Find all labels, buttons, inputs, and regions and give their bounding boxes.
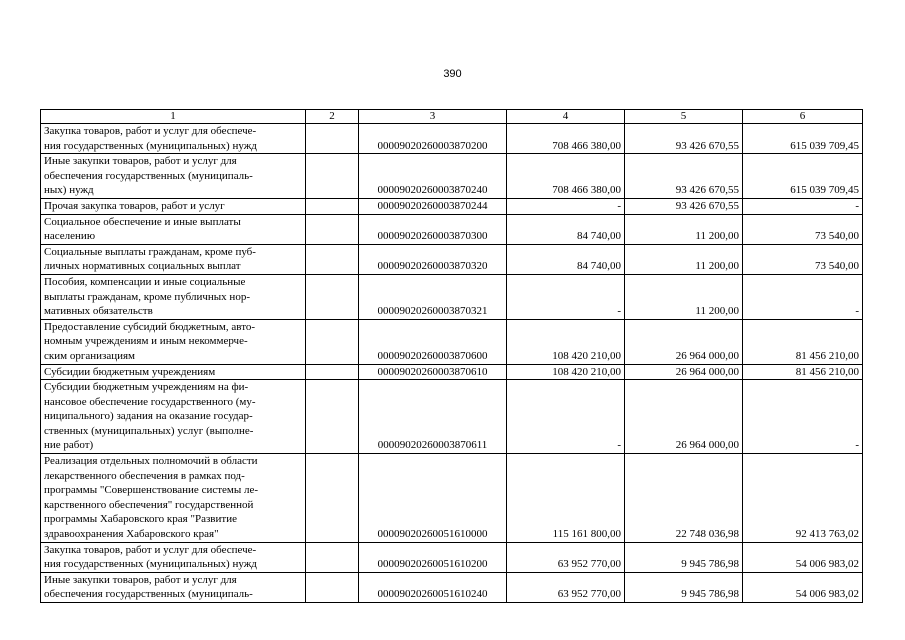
row-value-col5: 26 964 000,00: [625, 319, 743, 364]
row-code-cell: 00009020260051610200: [359, 542, 507, 572]
table-row: [41, 154, 863, 199]
row-value-col6: 81 456 210,00: [743, 364, 863, 380]
row-code-cell: 00009020260003870611: [359, 380, 507, 454]
row-name-cell: Прочая закупка товаров, работ и услуг: [41, 198, 306, 214]
row-empty-cell: [306, 214, 359, 244]
row-name-cell: Реализация отдельных полномочий в области лекарственного обеспечения в рамках под- программы "Совершенствование системы ле- карственного обеспечения" государственной программы Хабаровского края "Развитие здравоохранения Хабаровского края": [41, 454, 306, 543]
row-value-col4: 108 420 210,00: [507, 319, 625, 364]
row-empty-cell: [306, 198, 359, 214]
row-value-col4: 708 466 380,00: [507, 124, 625, 154]
row-empty-cell: [306, 274, 359, 319]
row-value-col6: -: [743, 274, 863, 319]
row-value-col6: 92 413 763,02: [743, 454, 863, 543]
row-value-col4: 63 952 770,00: [507, 542, 625, 572]
row-code-cell: 00009020260051610240: [359, 572, 507, 602]
row-value-col4: 708 466 380,00: [507, 154, 625, 199]
row-value-col6: 615 039 709,45: [743, 124, 863, 154]
column-header-1: 1: [41, 110, 306, 124]
row-name-cell: Иные закупки товаров, работ и услуг для обеспечения государственных (муниципаль- ных) нужд: [41, 154, 306, 199]
page-number: 390: [443, 68, 462, 80]
row-code-cell: 00009020260003870200: [359, 124, 507, 154]
row-value-col6: -: [743, 198, 863, 214]
column-header-5: 5: [625, 110, 743, 124]
row-name-cell: Социальные выплаты гражданам, кроме пуб- личных нормативных социальных выплат: [41, 244, 306, 274]
row-empty-cell: [306, 319, 359, 364]
row-value-col6: 54 006 983,02: [743, 542, 863, 572]
row-value-col5: 93 426 670,55: [625, 124, 743, 154]
row-name-cell: Закупка товаров, работ и услуг для обеспече- ния государственных (муниципальных) нужд: [41, 542, 306, 572]
row-empty-cell: [306, 244, 359, 274]
row-name-cell: Закупка товаров, работ и услуг для обеспече- ния государственных (муниципальных) нужд: [41, 124, 306, 154]
row-empty-cell: [306, 364, 359, 380]
column-header-2: 2: [306, 110, 359, 124]
row-value-col5: 26 964 000,00: [625, 380, 743, 454]
row-value-col6: 73 540,00: [743, 214, 863, 244]
table-row: [41, 454, 863, 543]
row-code-cell: 00009020260003870600: [359, 319, 507, 364]
column-header-4: 4: [507, 110, 625, 124]
row-code-cell: 00009020260003870300: [359, 214, 507, 244]
row-value-col5: 26 964 000,00: [625, 364, 743, 380]
table-row: [41, 380, 863, 454]
row-value-col4: 84 740,00: [507, 244, 625, 274]
row-code-cell: 00009020260003870244: [359, 198, 507, 214]
row-value-col4: -: [507, 198, 625, 214]
row-empty-cell: [306, 454, 359, 543]
row-value-col4: -: [507, 274, 625, 319]
row-value-col5: 11 200,00: [625, 274, 743, 319]
row-empty-cell: [306, 572, 359, 602]
row-value-col4: 63 952 770,00: [507, 572, 625, 602]
row-name-cell: Субсидии бюджетным учреждениям на фи- нансовое обеспечение государственного (му- ниципального) задания на оказание государ- ственных (муниципальных) услуг (выполне- ние работ): [41, 380, 306, 454]
table-row: [41, 214, 863, 244]
row-value-col5: 9 945 786,98: [625, 572, 743, 602]
row-name-cell: Субсидии бюджетным учреждениям: [41, 364, 306, 380]
row-empty-cell: [306, 542, 359, 572]
header-row: [41, 110, 863, 124]
row-value-col4: 108 420 210,00: [507, 364, 625, 380]
table-row: [41, 319, 863, 364]
row-value-col6: 615 039 709,45: [743, 154, 863, 199]
row-value-col6: 81 456 210,00: [743, 319, 863, 364]
table-row: [41, 198, 863, 214]
row-value-col5: 9 945 786,98: [625, 542, 743, 572]
row-value-col5: 22 748 036,98: [625, 454, 743, 543]
row-value-col5: 93 426 670,55: [625, 154, 743, 199]
row-name-cell: Пособия, компенсации и иные социальные выплаты гражданам, кроме публичных нор- мативных обязательств: [41, 274, 306, 319]
table-row: [41, 542, 863, 572]
row-value-col5: 11 200,00: [625, 214, 743, 244]
row-name-cell: Социальное обеспечение и иные выплаты населению: [41, 214, 306, 244]
row-name-cell: Иные закупки товаров, работ и услуг для обеспечения государственных (муниципаль-: [41, 572, 306, 602]
column-header-3: 3: [359, 110, 507, 124]
column-header-6: 6: [743, 110, 863, 124]
budget-table: [40, 109, 863, 603]
row-value-col4: 115 161 800,00: [507, 454, 625, 543]
row-value-col6: 73 540,00: [743, 244, 863, 274]
row-value-col4: 84 740,00: [507, 214, 625, 244]
row-code-cell: 00009020260003870240: [359, 154, 507, 199]
row-code-cell: 00009020260003870610: [359, 364, 507, 380]
table-row: [41, 364, 863, 380]
table-row: [41, 124, 863, 154]
row-value-col6: -: [743, 380, 863, 454]
row-code-cell: 00009020260003870321: [359, 274, 507, 319]
table-row: [41, 274, 863, 319]
table-row: [41, 244, 863, 274]
row-value-col6: 54 006 983,02: [743, 572, 863, 602]
row-code-cell: 00009020260051610000: [359, 454, 507, 543]
row-empty-cell: [306, 124, 359, 154]
table-row: [41, 572, 863, 602]
row-empty-cell: [306, 380, 359, 454]
row-value-col4: -: [507, 380, 625, 454]
row-value-col5: 11 200,00: [625, 244, 743, 274]
row-value-col5: 93 426 670,55: [625, 198, 743, 214]
row-code-cell: 00009020260003870320: [359, 244, 507, 274]
row-empty-cell: [306, 154, 359, 199]
row-name-cell: Предоставление субсидий бюджетным, авто- номным учреждениям и иным некоммерче- ским организациям: [41, 319, 306, 364]
